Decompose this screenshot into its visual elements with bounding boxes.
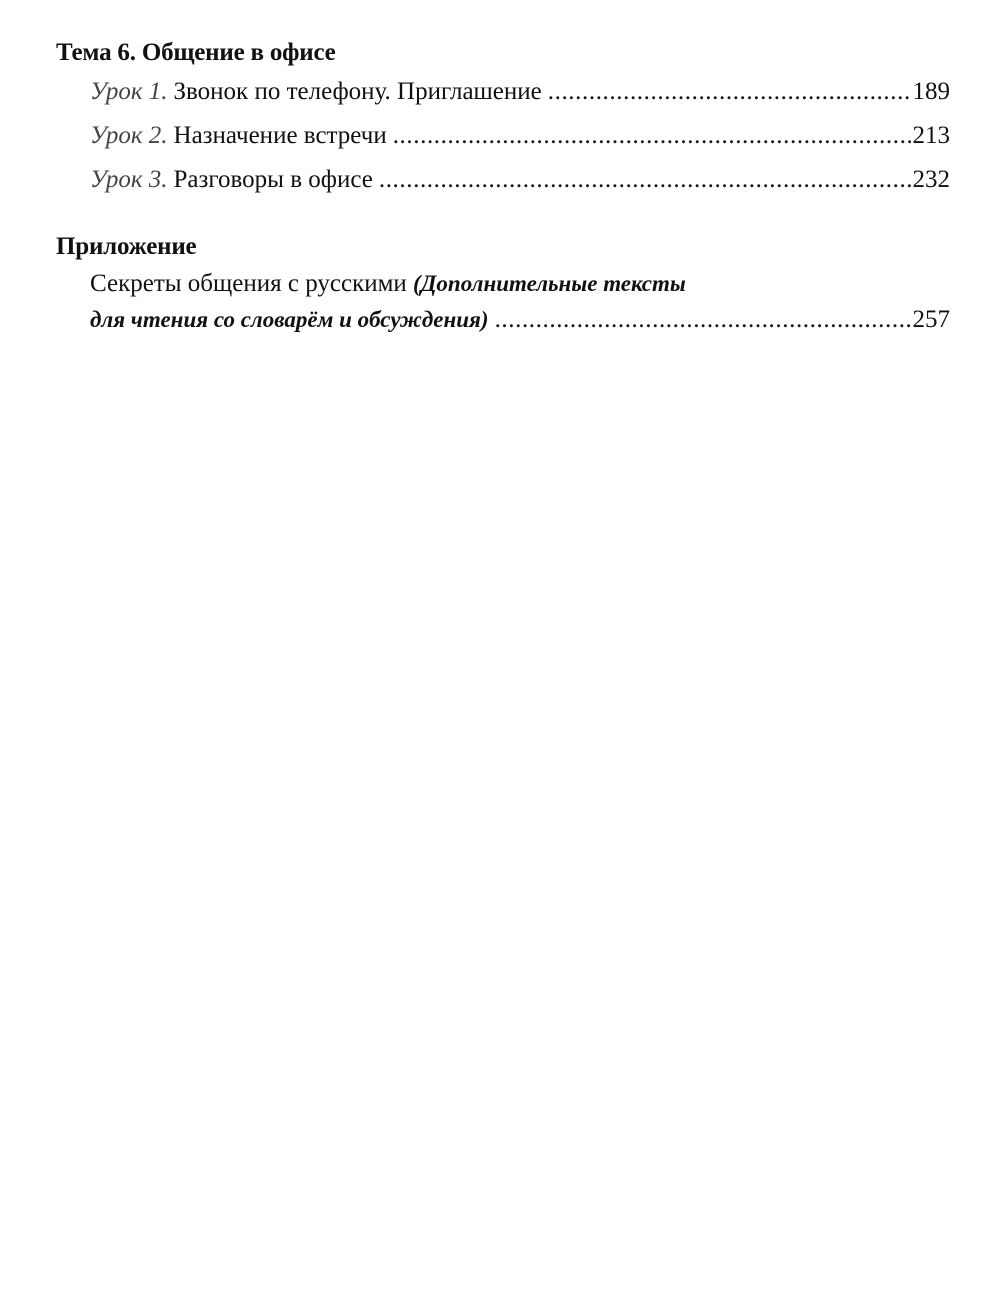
toc-section-appendix xyxy=(56,230,950,338)
lesson-title: Звонок по телефону. Приглашение xyxy=(173,78,542,105)
dot-leader xyxy=(393,114,911,158)
dot-leader xyxy=(379,158,911,202)
entry-title: Секреты общения с русскими xyxy=(90,270,407,297)
entry-note-continued: для чтения со словарём и обсуждения) xyxy=(90,307,489,332)
entry-first-line xyxy=(90,266,950,302)
toc-entry-lesson-2[interactable] xyxy=(90,114,950,158)
lesson-title: Разговоры в офисе xyxy=(173,166,373,193)
lesson-number: Урок 3. xyxy=(90,166,168,193)
toc-entry-lesson-3[interactable] xyxy=(90,158,950,202)
dot-leader xyxy=(548,70,911,114)
page-number: 257 xyxy=(912,306,950,333)
table-of-contents xyxy=(56,36,950,338)
section-heading: Тема 6. Общение в офисе xyxy=(56,39,336,66)
lesson-number: Урок 1. xyxy=(90,78,168,105)
page-number: 232 xyxy=(912,166,950,193)
toc-section-theme-6 xyxy=(56,36,950,202)
page-number: 213 xyxy=(912,122,950,149)
lesson-title: Назначение встречи xyxy=(173,122,387,149)
lesson-number: Урок 2. xyxy=(90,122,168,149)
entry-note: (Дополнительные тексты xyxy=(413,271,686,296)
toc-entry-appendix[interactable] xyxy=(90,266,950,338)
toc-entry-lesson-1[interactable] xyxy=(90,70,950,114)
page-number: 189 xyxy=(912,78,950,105)
section-heading: Приложение xyxy=(56,233,197,260)
dot-leader xyxy=(495,302,911,338)
entry-second-line xyxy=(90,302,950,338)
